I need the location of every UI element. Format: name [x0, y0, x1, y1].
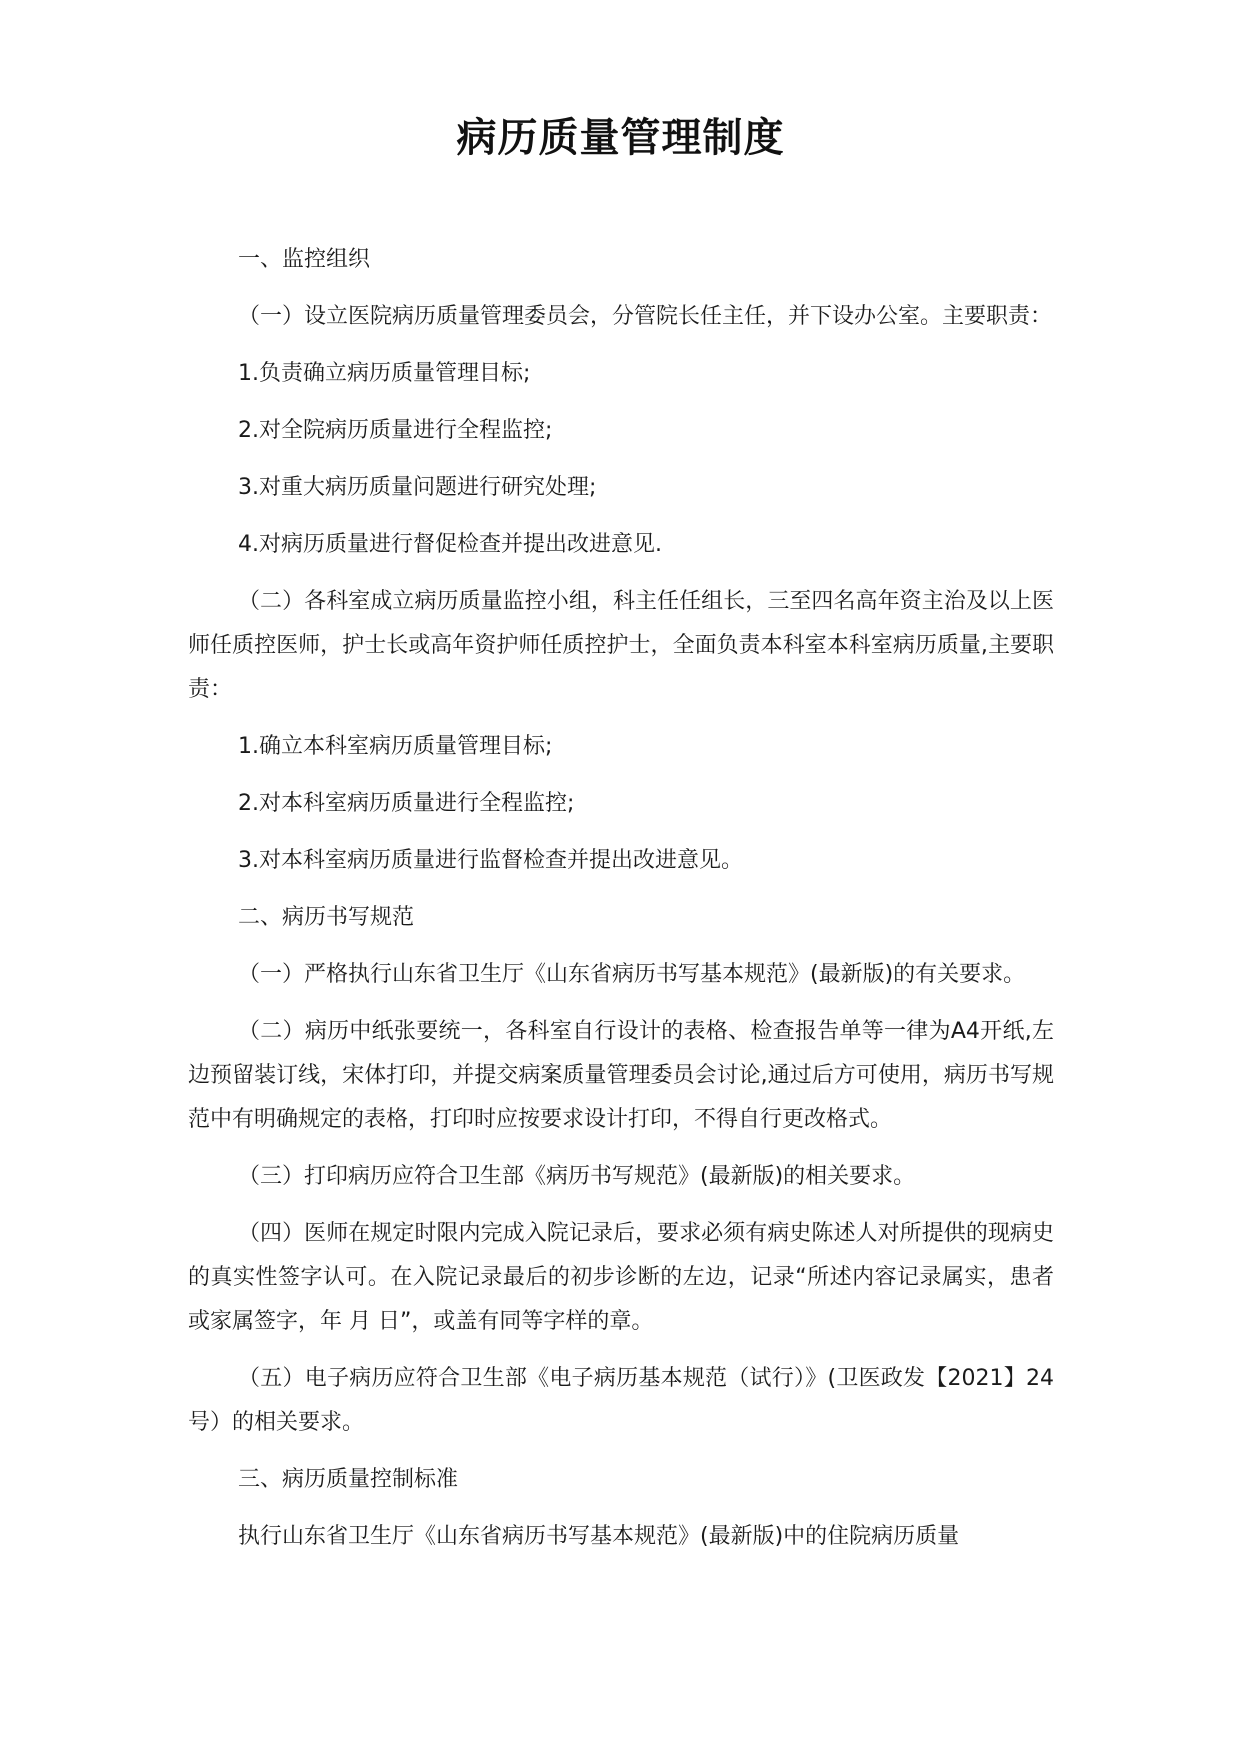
section-heading-monitoring-organization: 一、监控组织 [238, 247, 371, 272]
paragraph-department-group: （二）各科室成立病历质量监控小组，科主任任组长，三至四名高年资主治及以上医师任质控医师，护士长或高年资护师任质控护士，全面负责本科室本科室病历质量,主要职责： [188, 589, 1054, 702]
paragraph-provincial-standard: （一）严格执行山东省卫生厅《山东省病历书写基本规范》(最新版)的有关要求。 [238, 962, 1026, 987]
paragraph-electronic-records: （五）电子病历应符合卫生部《电子病历基本规范（试行）》(卫医政发【2021】24号）的相关要求。 [188, 1366, 1054, 1435]
document-title: 病历质量管理制度 [456, 114, 785, 161]
paragraph-quality-standard: 执行山东省卫生厅《山东省病历书写基本规范》(最新版)中的住院病历质量 [238, 1524, 960, 1549]
paragraph-paper-format: （二）病历中纸张要统一，各科室自行设计的表格、检查报告单等一律为A4开纸,左边预留装订线，宋体打印，并提交病案质量管理委员会讨论,通过后方可使用，病历书写规范中有明确规定的表格，打印时应按要求设计打印，不得自行更改格式。 [188, 1019, 1054, 1132]
list-item: 2.对全院病历质量进行全程监控; [238, 418, 553, 443]
paragraph-printing-requirements: （三）打印病历应符合卫生部《病历书写规范》(最新版)的相关要求。 [238, 1164, 916, 1189]
document-body [188, 238, 1054, 1572]
paragraph-signature-requirement: （四）医师在规定时限内完成入院记录后，要求必须有病史陈述人对所提供的现病史的真实性签字认可。在入院记录最后的初步诊断的左边，记录“所述内容记录属实，患者或家属签字，年 月 日”，或盖有同等字样的章。 [188, 1221, 1054, 1334]
list-item: 1.确立本科室病历质量管理目标; [238, 734, 553, 759]
section-heading-writing-standards: 二、病历书写规范 [238, 905, 415, 930]
paragraph-hospital-committee: （一）设立医院病历质量管理委员会，分管院长任主任，并下设办公室。主要职责： [238, 304, 1053, 329]
section-heading-quality-control: 三、病历质量控制标准 [238, 1467, 459, 1492]
list-item: 1.负责确立病历质量管理目标; [238, 361, 531, 386]
list-item: 3.对本科室病历质量进行监督检查并提出改进意见。 [238, 848, 743, 873]
list-item: 2.对本科室病历质量进行全程监控; [238, 791, 575, 816]
list-item: 4.对病历质量进行督促检查并提出改进意见. [238, 532, 662, 557]
list-item: 3.对重大病历质量问题进行研究处理; [238, 475, 597, 500]
